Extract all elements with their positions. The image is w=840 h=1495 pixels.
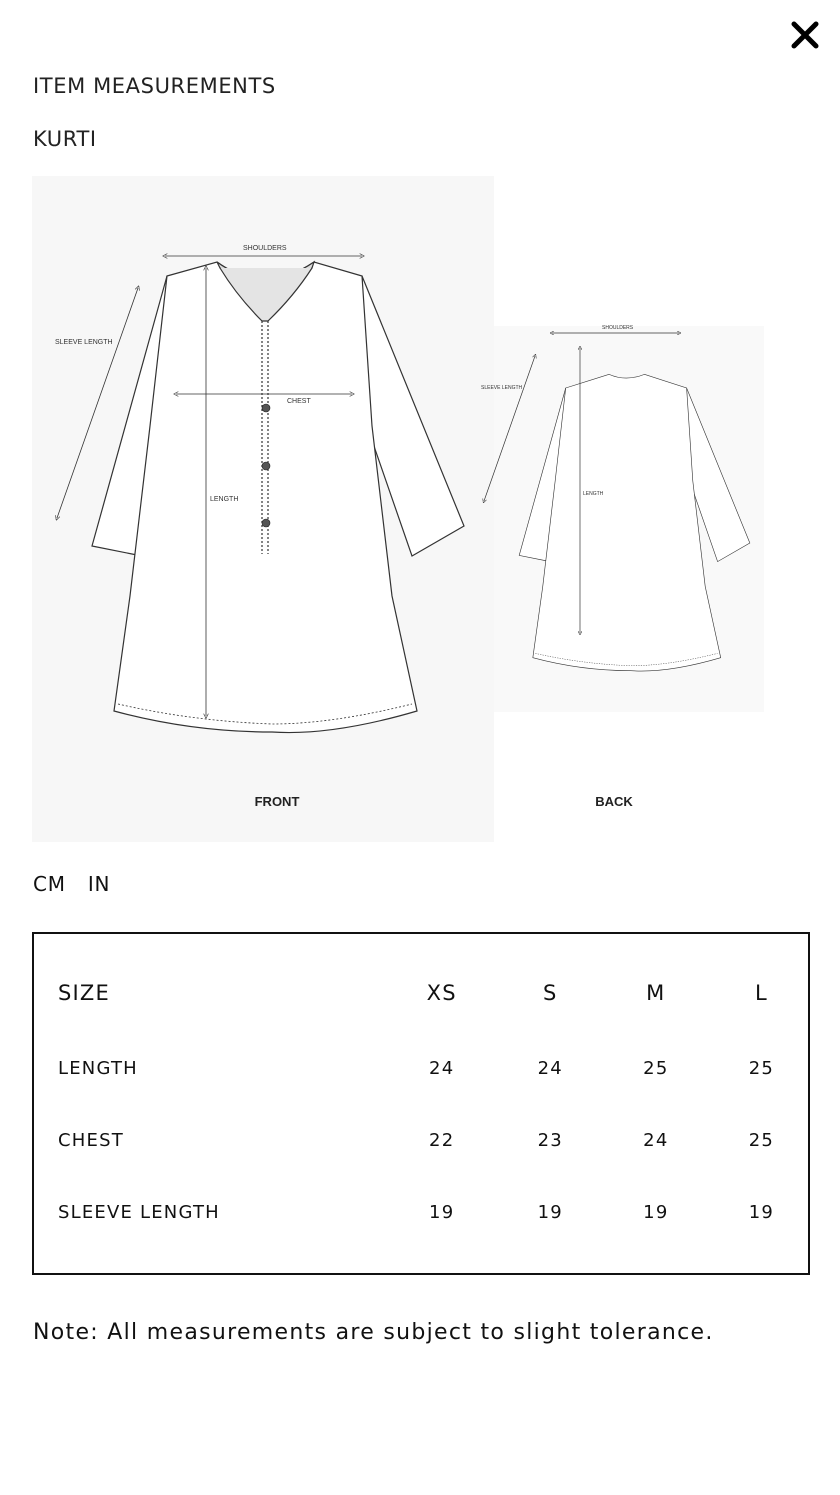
label-length-back: LENGTH <box>583 491 604 497</box>
label-chest-front: CHEST <box>287 398 311 405</box>
label-length-front: LENGTH <box>210 496 239 503</box>
cell-value: 25 <box>748 1057 775 1079</box>
tolerance-note: Note: All measurements are subject to slight tolerance. <box>33 1320 714 1345</box>
cell-value: 24 <box>429 1057 455 1079</box>
header-l: L <box>754 981 768 1005</box>
back-caption: BACK <box>595 794 633 809</box>
cell-value: 19 <box>748 1201 775 1223</box>
label-sleeve-length-front: SLEEVE LENGTH <box>55 339 113 346</box>
cell-value: 24 <box>643 1129 669 1151</box>
product-name: KURTI <box>33 127 97 151</box>
unit-toggle <box>33 872 110 896</box>
unit-cm-option[interactable]: CM <box>33 872 66 896</box>
front-caption: FRONT <box>254 794 300 809</box>
close-icon <box>788 18 822 52</box>
table-row <box>58 1104 808 1176</box>
row-label: LENGTH <box>58 1057 138 1079</box>
cell-value: 24 <box>537 1057 563 1079</box>
cell-value: 25 <box>643 1057 669 1079</box>
header-xs: XS <box>426 981 457 1005</box>
close-button[interactable] <box>788 18 822 52</box>
measurement-diagram <box>32 176 812 842</box>
header-s: S <box>542 981 558 1005</box>
size-table-container <box>32 932 810 1275</box>
label-sleeve-length-back: SLEEVE LENGTH <box>481 385 523 391</box>
table-row <box>58 1032 808 1104</box>
cell-value: 22 <box>429 1129 455 1151</box>
label-shoulders-back: SHOULDERS <box>602 325 634 331</box>
page-title: ITEM MEASUREMENTS <box>33 74 276 98</box>
cell-value: 23 <box>537 1129 563 1151</box>
cell-value: 19 <box>537 1201 563 1223</box>
cell-value: 25 <box>748 1129 775 1151</box>
row-label: SLEEVE LENGTH <box>58 1201 220 1223</box>
unit-in-option[interactable]: IN <box>87 872 111 896</box>
cell-value: 19 <box>429 1201 455 1223</box>
header-m: M <box>646 981 666 1005</box>
table-header-row <box>58 954 808 1032</box>
label-shoulders-front: SHOULDERS <box>243 245 287 252</box>
size-table <box>58 954 808 1248</box>
cell-value: 19 <box>643 1201 669 1223</box>
header-size: SIZE <box>58 981 110 1005</box>
row-label: CHEST <box>58 1129 124 1151</box>
table-row <box>58 1176 808 1248</box>
